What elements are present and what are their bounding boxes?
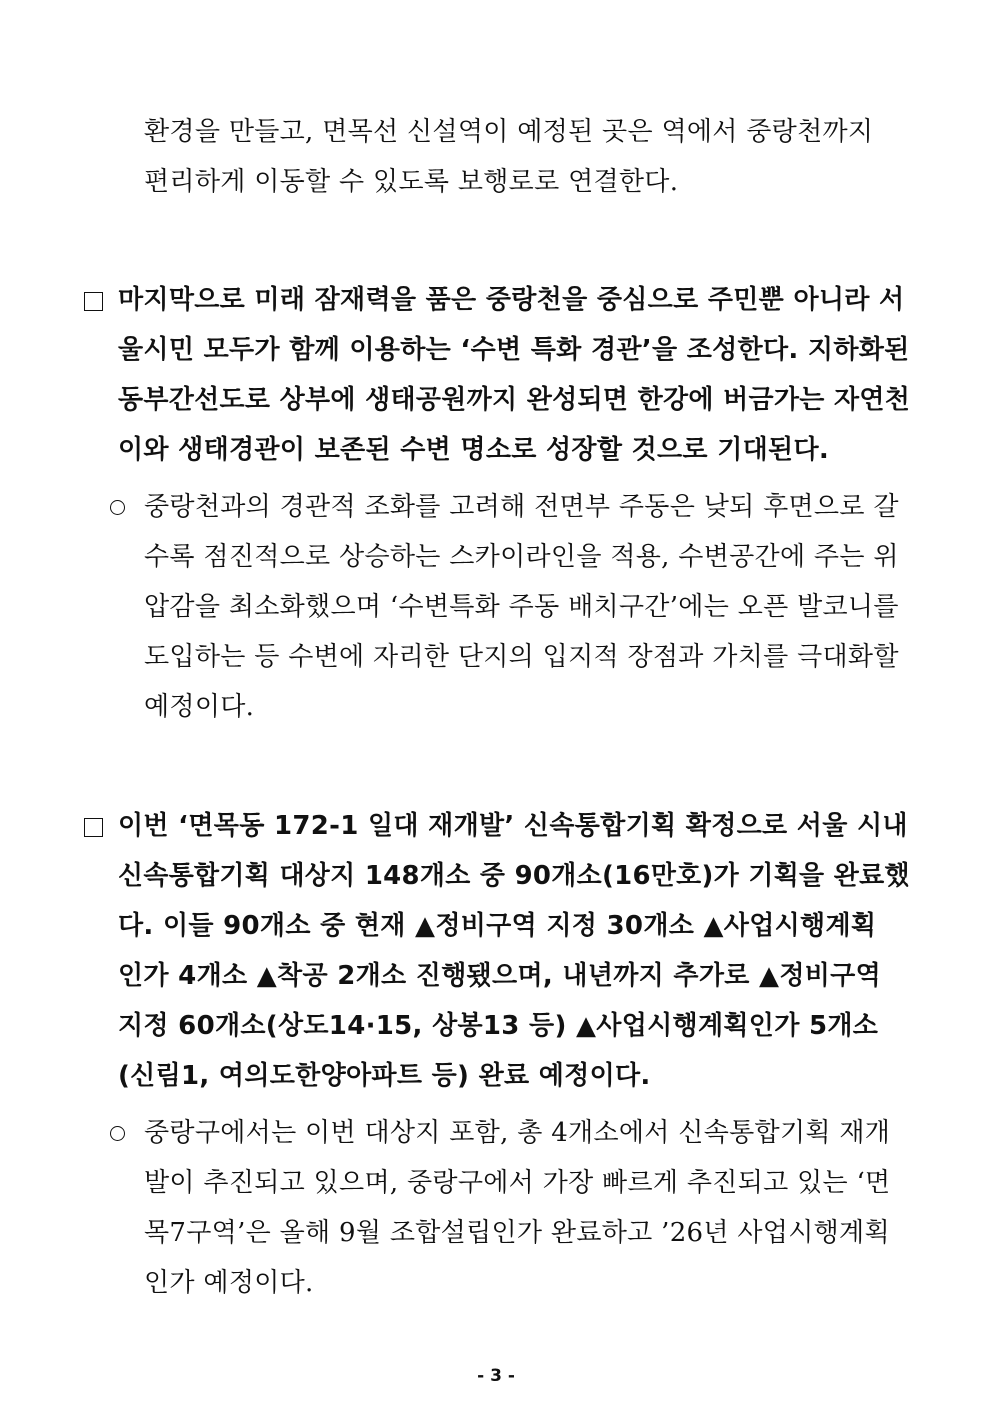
section-line: 인가 4개소 ▲착공 2개소 진행됐으며, 내년까지 추가로 ▲정비구역 [118,961,881,991]
bullet-line: 수록 점진적으로 상승하는 스카이라인을 적용, 수변공간에 주는 위 [144,542,899,572]
bullet-circle-icon [110,1126,125,1141]
section-line: 지정 60개소(상도14·15, 상봉13 등) ▲사업시행계획인가 5개소 [118,1011,879,1041]
section-line: 신속통합기획 대상지 148개소 중 90개소(16만호)가 기획을 완료했 [118,861,910,891]
paragraph-line: 환경을 만들고, 면목선 신설역이 예정된 곳은 역에서 중랑천까지 [144,117,874,147]
page-number: - 3 - [477,1366,515,1386]
bullet-line: 예정이다. [144,692,255,722]
section-line: 마지막으로 미래 잠재력을 품은 중랑천을 중심으로 주민뿐 아니라 서 [118,285,905,315]
bullet-line: 목7구역’은 올해 9월 조합설립인가 완료하고 ’26년 사업시행계획 [144,1218,890,1248]
bullet-circle-icon [110,500,125,515]
section-line: (신림1, 여의도한양아파트 등) 완료 예정이다. [118,1061,651,1091]
section-line: 동부간선도로 상부에 생태공원까지 완성되면 한강에 버금가는 자연천 [118,385,911,415]
checkbox-square-icon [84,818,103,837]
bullet-line: 도입하는 등 수변에 자리한 단지의 입지적 장점과 가치를 극대화할 [144,642,899,672]
section-line: 다. 이들 90개소 중 현재 ▲정비구역 지정 30개소 ▲사업시행계획 [118,911,877,941]
bullet-line: 인가 예정이다. [144,1268,314,1298]
bullet-line: 압감을 최소화했으며 ‘수변특화 주동 배치구간’에는 오픈 발코니를 [144,592,899,622]
bullet-line: 발이 추진되고 있으며, 중랑구에서 가장 빠르게 추진되고 있는 ‘면 [144,1168,891,1198]
checkbox-square-icon [84,292,103,311]
section-line: 이번 ‘면목동 172-1 일대 재개발’ 신속통합기획 확정으로 서울 시내 [118,811,908,841]
bullet-line: 중랑천과의 경관적 조화를 고려해 전면부 주동은 낮되 후면으로 갈 [144,492,899,522]
paragraph-line: 편리하게 이동할 수 있도록 보행로로 연결한다. [144,167,679,197]
bullet-line: 중랑구에서는 이번 대상지 포함, 총 4개소에서 신속통합기획 재개 [144,1118,891,1148]
section-line: 이와 생태경관이 보존된 수변 명소로 성장할 것으로 기대된다. [118,435,830,465]
section-line: 울시민 모두가 함께 이용하는 ‘수변 특화 경관’을 조성한다. 지하화된 [118,335,910,365]
